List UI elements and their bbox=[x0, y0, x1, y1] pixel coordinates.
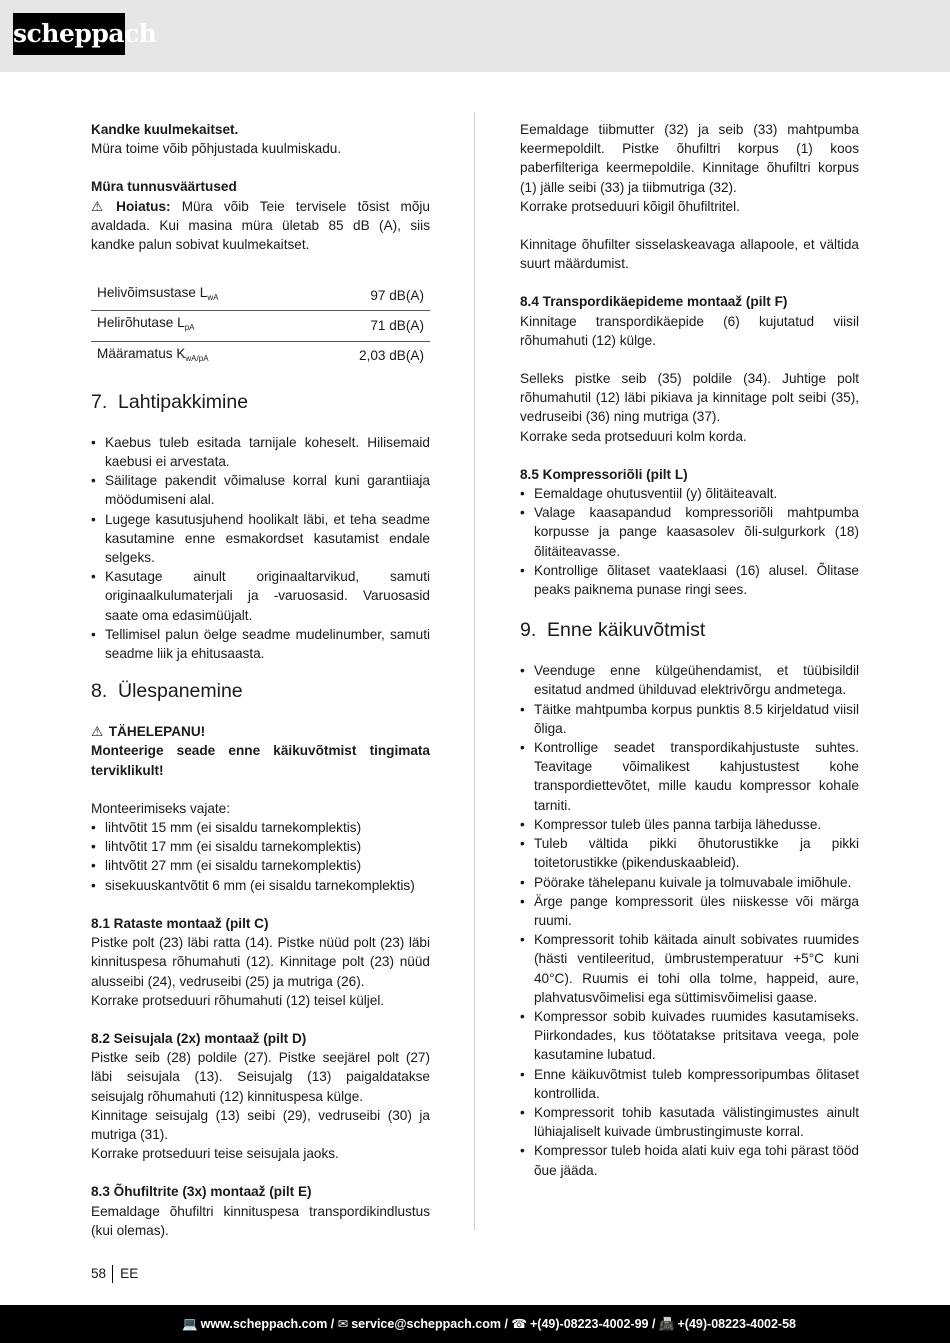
list-item: • Lugege kasutusjuhend hoolikalt läbi, et teha seadme kasutamine enne esmakordset kasutamist endale selgeks. bbox=[91, 510, 430, 568]
list-item: • sisekuuskantvõtit 6 mm (ei sisaldu tarnekomplektis) bbox=[91, 876, 430, 895]
section-8-2-text: Pistke seib (28) poldile (27). Pistke seejärel polt (27) läbi seisujala (13). Seisujalg (13) paigaldatakse seisujalg rõhumahuti (12) kinnituspesa külge. bbox=[91, 1050, 430, 1104]
unpacking-list bbox=[91, 433, 430, 663]
scheppach-logo: scheppach bbox=[13, 13, 125, 55]
list-item: • lihtvõtit 17 mm (ei sisaldu tarnekomplektis) bbox=[91, 837, 430, 856]
computer-icon: 💻 bbox=[182, 1317, 198, 1331]
noise-values-heading: Müra tunnusväärtused bbox=[91, 179, 237, 195]
attention-text: Monteerige seade enne käikuvõtmist tingimata terviklikult! bbox=[91, 743, 430, 778]
section-8-2-text-2: Kinnitage seisujalg (13) seibi (29), vedruseibi (30) ja mutriga (31). bbox=[91, 1107, 430, 1142]
list-item: • Kasutage ainult originaaltarvikud, samuti originaalkulumaterjali ja -varuosasid. Varuosasid saate oma edasimüüjalt. bbox=[91, 567, 430, 625]
list-item: • Kompressorit tohib kasutada välistingimustes ainult lühiajaliselt kuivade ümbrustingimuste korral. bbox=[520, 1103, 859, 1141]
tools-intro: Monteerimiseks vajate: bbox=[91, 800, 231, 816]
section-8-2-text-3: Korrake protseduuri teise seisujala jaoks. bbox=[91, 1146, 339, 1162]
list-item: • lihtvõtit 15 mm (ei sisaldu tarnekomplektis) bbox=[91, 818, 430, 837]
list-item: • Kontrollige õlitaset vaateklaasi (16) alusel. Õlitase peaks paiknema punase ringi sees. bbox=[520, 561, 859, 599]
fax-number: +(49)-08223-4002-58 bbox=[677, 1317, 796, 1331]
mail-icon: ✉ bbox=[337, 1317, 349, 1331]
noise-label: Helirõhutase $L_{pA}$ bbox=[91, 311, 306, 341]
list-item: • Täitke mahtpumba korpus punktis 8.5 kirjeldatud viisil õliga. bbox=[520, 700, 859, 738]
section-8-1-text: Pistke polt (23) läbi ratta (14). Pistke nüüd polt (23) läbi kinnituspesa rõhumahuti (12). Kinnitage polt (23) nüüd alusseibi (24), vedruseibi (25) ja mutriga (26). bbox=[91, 935, 430, 989]
contact-bar: 💻 www.scheppach.com / ✉ service@scheppach.com / ☎ +(49)-08223-4002-99 / 📠 +(49)-08223-4002-58 bbox=[0, 1305, 950, 1343]
noise-value: 71 dB(A) bbox=[306, 311, 430, 341]
section-8-heading: 8. Ülespanemine bbox=[91, 680, 243, 703]
list-item: • Veenduge enne külgeühendamist, et tüübisildil esitatud andmed ühilduvad elektrivõrgu andmetega. bbox=[520, 661, 859, 699]
header-band bbox=[0, 0, 950, 72]
list-item: • Säilitage pakendit võimaluse korral kuni garantiiaja möödumiseni alal. bbox=[91, 471, 430, 509]
list-item: • Kompressorit tohib käitada ainult sobivates ruumides (hästi ventileeritud, ümbrustemperatuur +5°C kuni 40°C). Ruumis ei tohi olla tolme, happeid, aure, plahvatusvõimelisi ega süttimisvõimelisi gaase. bbox=[520, 930, 859, 1007]
list-item: • Eemaldage ohutusventiil (y) õlitäiteavalt. bbox=[520, 484, 859, 503]
list-item: • Kompressor tuleb hoida alati kuiv ega tohi pärast tööd õue jääda. bbox=[520, 1141, 859, 1179]
list-item: • Kompressor sobib kuivades ruumides kasutamiseks. Piirkondades, kus töötatakse pritsitava veega, pole kasutamine lubatud. bbox=[520, 1007, 859, 1065]
phone-number: +(49)-08223-4002-99 bbox=[530, 1317, 649, 1331]
table-row bbox=[91, 281, 430, 311]
left-column bbox=[91, 120, 430, 1240]
noise-value: 2,03 dB(A) bbox=[306, 341, 430, 371]
language-code: EE bbox=[120, 1266, 139, 1281]
section-8-4-text-3: Korrake seda protseduuri kolm korda. bbox=[520, 428, 747, 444]
list-item: • Tuleb vältida pikki õhutorustikke ja pikki toitetorustikke (pikenduskaableid). bbox=[520, 834, 859, 872]
warning-icon: ⚠ bbox=[91, 724, 104, 740]
noise-warning bbox=[91, 197, 430, 255]
section-8-3-heading: 8.3 Õhufiltrite (3x) montaaž (pilt E) bbox=[91, 1184, 312, 1200]
section-9-heading: 9. Enne käikuvõtmist bbox=[520, 619, 706, 642]
table-row bbox=[91, 311, 430, 341]
list-item: • Kaebus tuleb esitada tarnijale koheselt. Hilisemaid kaebusi ei arvestata. bbox=[91, 433, 430, 471]
attention-label: ⚠ TÄHELEPANU! bbox=[91, 722, 430, 741]
air-filter-text: Eemaldage tiibmutter (32) ja seib (33) mahtpumba keermepoldilt. Pistke õhufiltri korpus (1) koos paberfilteriga keermepoldile. Kinnitage õhufiltri korpus (1) jälle seibi (33) ja tiibmutriga (32). bbox=[520, 122, 859, 195]
fax-icon: 📠 bbox=[658, 1317, 675, 1331]
noise-label: Määramatus $K_{wA/pA}$ bbox=[91, 341, 306, 371]
noise-value: 97 dB(A) bbox=[370, 287, 424, 303]
list-item: • Pöörake tähelepanu kuivale ja tolmuvabale imiõhule. bbox=[520, 873, 859, 892]
before-startup-list bbox=[520, 661, 859, 1179]
compressor-oil-list bbox=[520, 484, 859, 599]
air-filter-text-2: Korrake protseduuri kõigil õhufiltritel. bbox=[520, 198, 740, 214]
table-row bbox=[91, 341, 430, 371]
tools-list bbox=[91, 818, 430, 895]
warning-icon: ⚠ bbox=[91, 198, 104, 214]
section-8-1-text-2: Korrake protseduuri rõhumahuti (12) teisel küljel. bbox=[91, 992, 385, 1008]
section-8-1-heading: 8.1 Rataste montaaž (pilt C) bbox=[91, 915, 269, 931]
warning-label: Hoiatus: bbox=[116, 198, 171, 214]
warning-text: Müra võib Teie tervisele tõsist mõju avaldada. Kui masina müra ületab 85 dB (A), siis kandke palun sobivat kuulmekaitset. bbox=[91, 198, 430, 253]
list-item: • Valage kaasapandud kompressoriõli mahtpumba korpusse ja pange kaasasolev õli-sulgurkork (18) õlitäiteavasse. bbox=[520, 503, 859, 561]
list-item: • Kompressor tuleb üles panna tarbija lähedusse. bbox=[520, 815, 859, 834]
section-8-5-heading: 8.5 Kompressoriõli (pilt L) bbox=[520, 466, 688, 482]
hearing-protection-heading: Kandke kuulmekaitset. bbox=[91, 122, 239, 137]
hearing-protection-text: Müra toime võib põhjustada kuulmiskadu. bbox=[91, 141, 342, 157]
phone-icon: ☎ bbox=[511, 1317, 527, 1331]
list-item: • lihtvõtit 27 mm (ei sisaldu tarnekomplektis) bbox=[91, 856, 430, 875]
section-7-heading: 7. Lahtipakkimine bbox=[91, 390, 249, 413]
noise-label: Helivõimsustase $L_{wA}$ bbox=[97, 285, 219, 303]
list-item: • Kontrollige seadet transpordikahjustuste suhtes. Teavitage võimalikest kahjustustest kohe transpordiettevõtet, mille kaudu kompressor kohale tarniti. bbox=[520, 738, 859, 815]
section-8-3-text: Eemaldage õhufiltri kinnituspesa transpordikindlustus (kui olemas). bbox=[91, 1203, 430, 1238]
section-8-4-text-2: Selleks pistke seib (35) poldile (34). Juhtige polt rõhumahutil (12) läbi pikiava ja kinnitage polt seibi (35), vedruseibi (36) ning mutriga (37). bbox=[520, 371, 859, 425]
noise-table bbox=[91, 281, 430, 371]
section-8-2-heading: 8.2 Seisujala (2x) montaaž (pilt D) bbox=[91, 1030, 307, 1046]
list-item: • Enne käikuvõtmist tuleb kompressoripumbas õlitaset kontrollida. bbox=[520, 1065, 859, 1103]
air-filter-text-3: Kinnitage õhufilter sisselaskeavaga allapoole, et vältida suurt määrdumist. bbox=[520, 237, 859, 272]
page-number: 58 bbox=[91, 1265, 113, 1283]
page-footer bbox=[91, 1265, 138, 1283]
section-8-4-text: Kinnitage transpordikäepide (6) kujutatud viisil rõhumahuti (12) külge. bbox=[520, 313, 859, 348]
column-divider bbox=[474, 112, 475, 1230]
website-link[interactable]: www.scheppach.com bbox=[200, 1317, 328, 1331]
list-item: • Ärge pange kompressorit üles niiskesse või märga ruumi. bbox=[520, 892, 859, 930]
right-column bbox=[520, 120, 859, 1180]
section-8-4-heading: 8.4 Transpordikäepideme montaaž (pilt F) bbox=[520, 294, 788, 310]
email-link[interactable]: service@scheppach.com bbox=[351, 1317, 501, 1331]
list-item: • Tellimisel palun öelge seadme mudelinumber, samuti seadme liik ja ehitusaasta. bbox=[91, 625, 430, 663]
